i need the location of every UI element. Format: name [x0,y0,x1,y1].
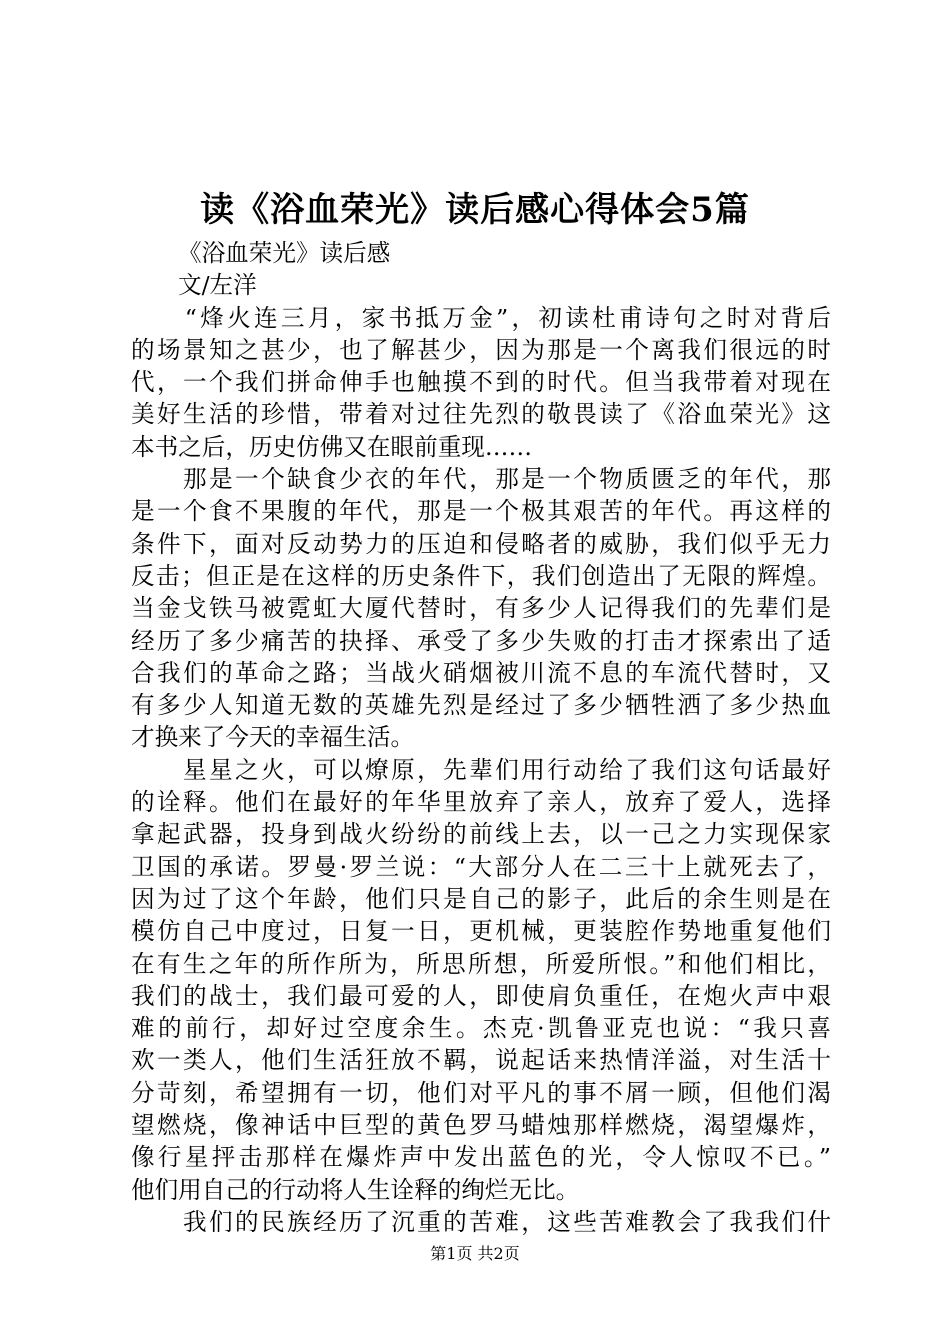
body-line: 他们用自己的行动将人生诠释的绚烂无比。 [131,1175,580,1204]
body-line: 像行星抨击那样在爆炸声中发出蓝色的光，令人惊叹不已。” [131,1143,831,1172]
subtitle-line: 《浴血荣光》读后感 [178,239,391,267]
body-line: 经历了多少痛苦的抉择、承受了多少失败的打击才探索出了适 [131,626,831,655]
body-line: 代，一个我们拼命伸手也触摸不到的时代。但当我带着对现在 [131,368,831,397]
body-line: 卫国的承诺。罗曼·罗兰说：“大部分人在二三十上就死去了， [131,852,831,881]
page-footer: 第1页 共2页 [430,1244,520,1263]
body-line: 有多少人知道无数的英雄先烈是经过了多少牺牲洒了多少热血 [131,691,831,720]
body-line: 本书之后，历史仿佛又在眼前重现…… [131,432,533,461]
body-line: 的场景知之甚少，也了解甚少，因为那是一个离我们很远的时 [131,335,831,364]
body-line: 条件下，面对反动势力的压迫和侵略者的威胁，我们似乎无力 [131,529,831,558]
body-line: 的诠释。他们在最好的年华里放弃了亲人，放弃了爱人，选择 [131,788,831,817]
body-line: 我们的民族经历了沉重的苦难，这些苦难教会了我我们什 [131,1207,831,1236]
body-line: 欢一类人，他们生活狂放不羁，说起话来热情洋溢，对生活十 [131,1046,831,1075]
body-line: 是一个食不果腹的年代，那是一个极其艰苦的年代。再这样的 [131,497,831,526]
document-body [131,237,831,1238]
body-line: 我们的战士，我们最可爱的人，即使肩负重任，在炮火声中艰 [131,981,831,1010]
document-title: 读《浴血荣光》读后感心得体会5篇 [200,190,750,230]
body-line: 望燃烧，像神话中巨型的黄色罗马蜡烛那样燃烧，渴望爆炸， [131,1111,831,1140]
body-line: 模仿自己中度过，日复一日，更机械，更装腔作势地重复他们 [131,917,831,946]
author-line: 文/左洋 [178,271,257,300]
body-line: 才换来了今天的幸福生活。 [131,723,415,752]
body-line: 难的前行，却好过空度余生。杰克·凯鲁亚克也说：“我只喜 [131,1014,831,1043]
body-line: 反击；但正是在这样的历史条件下，我们创造出了无限的辉煌。 [131,561,831,590]
body-line: “烽火连三月，家书抵万金”，初读杜甫诗句之时对背后 [131,303,831,332]
body-line: 合我们的革命之路；当战火硝烟被川流不息的车流代替时，又 [131,658,831,687]
body-line: 那是一个缺食少衣的年代，那是一个物质匮乏的年代，那 [131,465,831,494]
body-line: 拿起武器，投身到战火纷纷的前线上去，以一己之力实现保家 [131,820,831,849]
body-line: 在有生之年的所作所为，所思所想，所爱所恨。”和他们相比， [131,949,831,978]
body-line: 美好生活的珍惜，带着对过往先烈的敬畏读了《浴血荣光》这 [131,400,831,429]
body-line: 当金戈铁马被霓虹大厦代替时，有多少人记得我们的先辈们是 [131,594,831,623]
body-line: 星星之火，可以燎原，先辈们用行动给了我们这句话最好 [131,755,831,784]
body-line: 因为过了这个年龄，他们只是自己的影子，此后的余生则是在 [131,884,831,913]
body-line: 分苛刻，希望拥有一切，他们对平凡的事不屑一顾，但他们渴 [131,1078,831,1107]
